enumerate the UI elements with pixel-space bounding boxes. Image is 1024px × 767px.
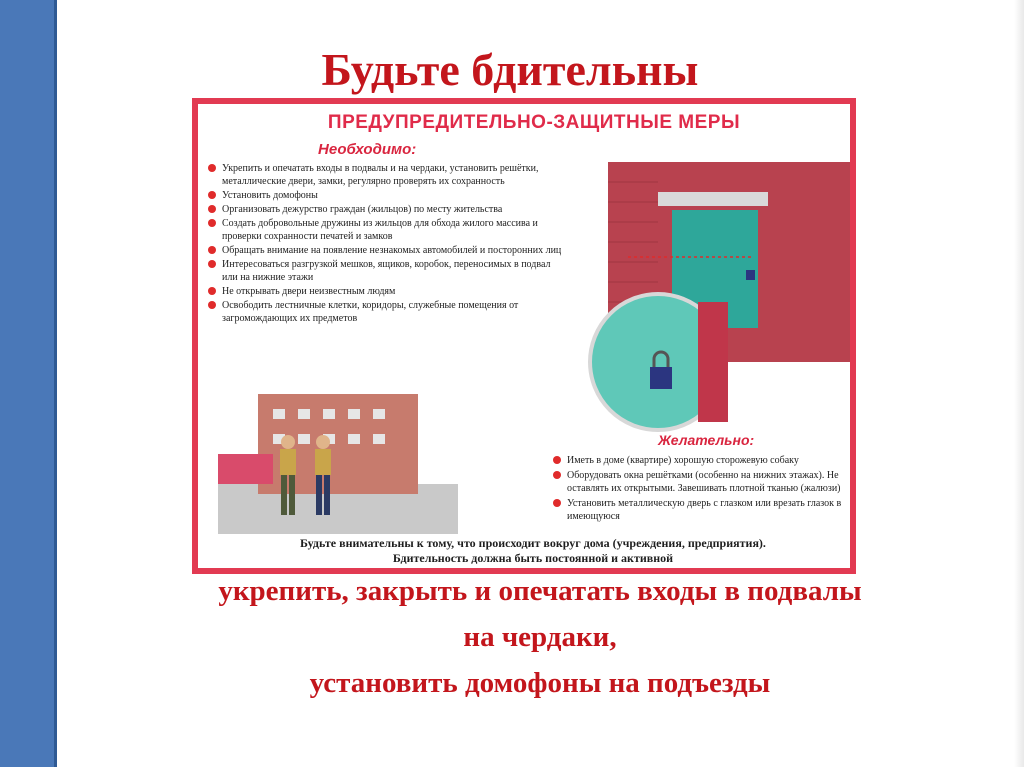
bullet-icon <box>553 499 561 507</box>
body-line-3: установить домофоны на подъезды <box>309 667 771 699</box>
list-item: Обращать внимание на появление незнакомых автомобилей и посторонних лиц <box>208 244 568 257</box>
poster-image <box>192 98 856 574</box>
slide-title: Будьте бдительны <box>321 44 699 95</box>
list-item: Освободить лестничные клетки, коридоры, служебные помещения от загромождающих их предметов <box>208 299 568 325</box>
bullet-icon <box>208 205 216 213</box>
poster-note-line2: Бдительность должна быть постоянной и активной <box>392 551 674 565</box>
list-item: Иметь в доме (квартире) хорошую сторожевую собаку <box>553 454 843 467</box>
patrol-illustration <box>218 374 458 534</box>
bullet-icon <box>208 191 216 199</box>
bullet-icon <box>208 246 216 254</box>
small-lock <box>746 270 755 280</box>
list-item: Организовать дежурство граждан (жильцов) по месту жительства <box>208 203 568 216</box>
bullet-icon <box>208 164 216 172</box>
list-item: Установить домофоны <box>208 189 568 202</box>
slide-body-text <box>70 568 1010 706</box>
bullet-icon <box>208 219 216 227</box>
bullet-icon <box>208 301 216 309</box>
bullet-icon <box>208 287 216 295</box>
bullet-icon <box>208 260 216 268</box>
poster-note-line1: Будьте внимательны к тому, что происходит вокруг дома (учреждения, предприятия). <box>300 536 766 550</box>
padlock-body <box>650 367 672 389</box>
bullet-icon <box>553 456 561 464</box>
poster-title: ПРЕДУПРЕДИТЕЛЬНО-ЗАЩИТНЫЕ МЕРЫ <box>327 112 741 133</box>
list-item: Укрепить и опечатать входы в подвалы и на чердаки, установить решётки, металлические двери, замки, регулярно проверять их сохранность <box>208 162 568 188</box>
fence <box>218 454 273 484</box>
body-line-2: на чердаки, <box>463 621 617 653</box>
body-line-1: укрепить, закрыть и опечатать входы в подвалы <box>218 575 862 607</box>
door-lock-illustration <box>578 162 850 442</box>
magnifier-wall <box>698 302 728 422</box>
bullet-icon <box>553 471 561 479</box>
necessary-heading: Необходимо: <box>318 141 417 158</box>
desirable-heading: Желательно: <box>658 432 755 448</box>
right-edge-shadow <box>1014 0 1024 767</box>
list-item: Создать добровольные дружины из жильцов для обхода жилого массива и проверки сохранности печатей и замков <box>208 217 568 243</box>
list-item: Оборудовать окна решётками (особенно на нижних этажах). Не оставлять их открытыми. Завешивать плотной тканью (жалюзи) <box>553 469 843 495</box>
list-item: Интересоваться разгрузкой мешков, ящиков, коробок, переносимых в подвал или на нижние этажи <box>208 258 568 284</box>
canopy <box>658 192 768 206</box>
list-item: Установить металлическую дверь с глазком или врезать глазок в имеющуюся <box>553 497 843 523</box>
necessary-list <box>208 162 568 326</box>
poster-note <box>228 536 838 566</box>
left-accent-bar <box>0 0 57 767</box>
desirable-list <box>553 454 843 525</box>
list-item: Не открывать двери неизвестным людям <box>208 285 568 298</box>
